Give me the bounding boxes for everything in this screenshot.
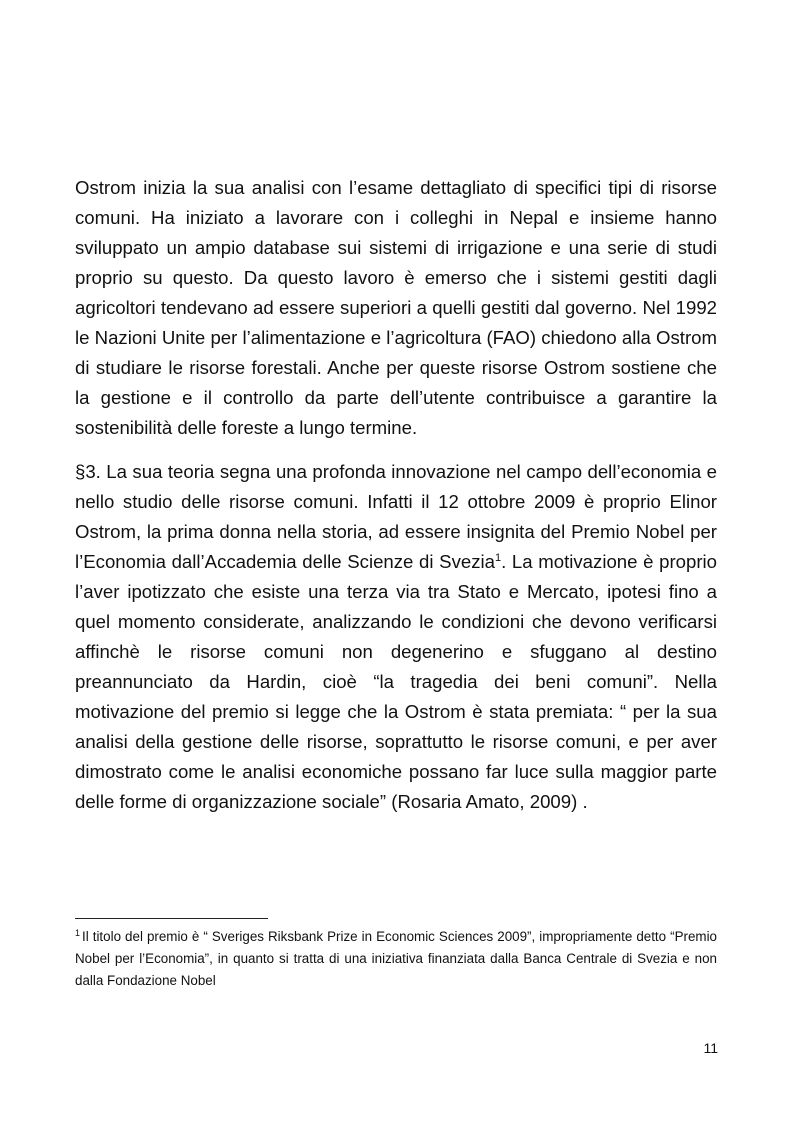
paragraph-2-text-end: . La motivazione è proprio l’aver ipotizzato che esiste una terza via tra Stato e Mercato, ipotesi fino a quel momento considerate, analizzando le condizioni che devono verificarsi affinchè le risorse comuni non degenerino e sfuggano al destino preannunciato da Hardin, cioè “la tragedia dei beni comuni”. Nella motivazione del premio si legge che la Ostrom è stata premiata: “ per la sua analisi della gestione delle risorse, soprattutto le risorse comuni, e per aver dimostrato come le analisi economiche possano far luce sulla maggior parte delle forme di organizzazione sociale” (Rosaria Amato, 2009) .: [75, 551, 718, 812]
footnote-reference[interactable]: 1: [494, 551, 502, 564]
footnote-separator: [75, 918, 268, 919]
footnote-mark: 1: [75, 927, 81, 938]
paragraph-2-text-start: §3. La sua teoria segna una profonda innovazione nel campo dell’economia e nello studio delle risorse comuni. Infatti il 12 ottobre 2009 è proprio Elinor Ostrom, la prima donna nella storia, ad essere insignita del Premio Nobel per l’Economia dall’Accademia delle Scienze di Svezia: [75, 461, 717, 572]
body-paragraph-1: Ostrom inizia la sua analisi con l’esame dettagliato di specifici tipi di risorse comuni. Ha iniziato a lavorare con i colleghi in Nepal e insieme hanno sviluppato un ampio database sui sistemi di irrigazione e una serie di studi proprio su questo. Da questo lavoro è emerso che i sistemi gestiti dagli agricoltori tendevano ad essere superiori a quelli gestiti dal governo. Nel 1992 le Nazioni Unite per l’alimentazione e l’agricoltura (FAO) chiedono alla Ostrom di studiare le risorse forestali. Anche per queste risorse Ostrom sostiene che la gestione e il controllo da parte dell’utente contribuisce a garantire la sostenibilità delle foreste a lungo termine.: [75, 177, 717, 438]
footnote-text: Il titolo del premio è “ Sveriges Riksbank Prize in Economic Sciences 2009”, impropriamente detto “Premio Nobel per l’Economia”, in quanto si tratta di una iniziativa finanziata dalla Banca Centrale di Svezia e non dalla Fondazione Nobel: [75, 929, 717, 988]
body-paragraph-2: [75, 457, 717, 817]
page-number: 11: [703, 1040, 718, 1056]
footnote: [75, 926, 717, 992]
